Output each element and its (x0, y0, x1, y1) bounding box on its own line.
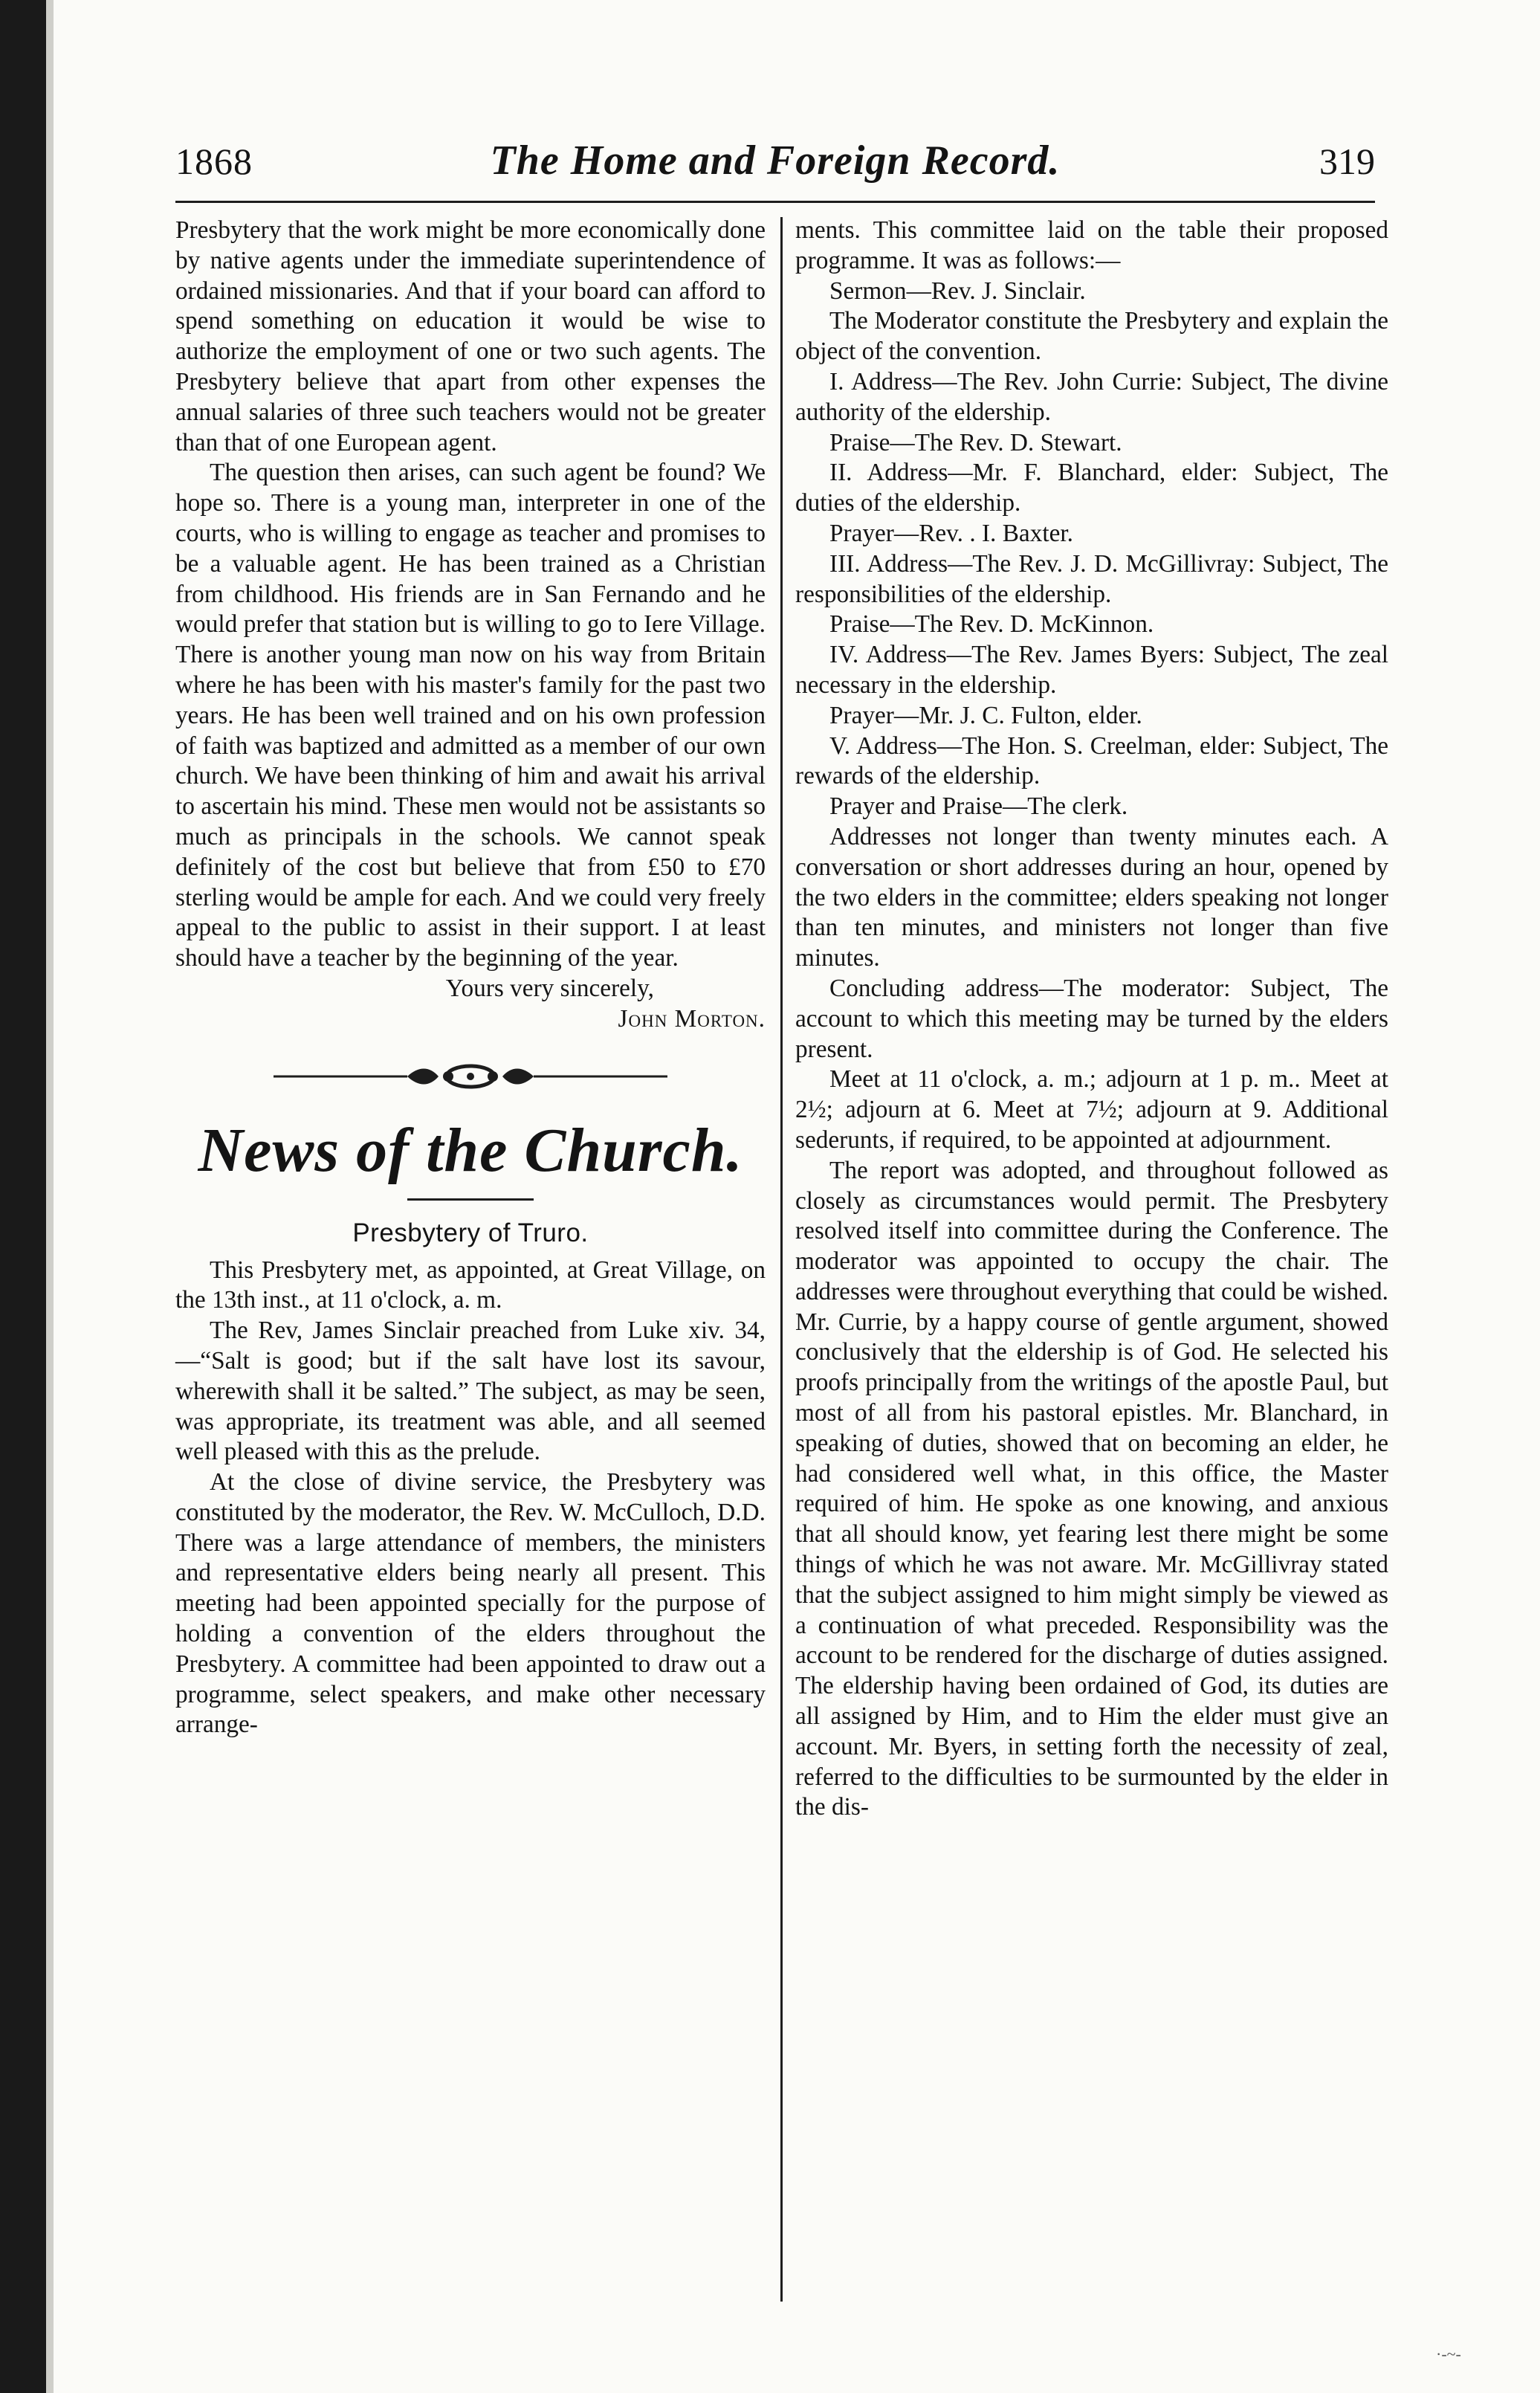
report-paragraph: The Rev, James Sinclair preached from Luke xiv. 34,—“Salt is good; but if the salt have lost its savour, wherewith shall it be salted.” The subject, as may be seen, was appropriate, its treatment was able, and all seemed well pleased with this as the prelude. (175, 1317, 766, 1466)
programme-item: II. Address—Mr. F. Blanchard, elder: Subject, The duties of the eldership. (795, 459, 1388, 517)
decorative-divider-icon (274, 1062, 667, 1091)
programme-item: Prayer—Rev. . I. Baxter. (829, 519, 1073, 547)
report-paragraph: The report was adopted, and throughout followed as closely as circumstances would permit. The Presbytery resolved itself into committee during the Conference. The moderator was appointed to occupy the chair. The addresses were throughout everything that could be wished. Mr. Currie, by a happy course of gentle argument, showed conclusively that the eldership is of God. He selected his proofs principally from the writings of the apostle Paul, but most of all from his pastoral epistles. Mr. Blanchard, in speaking of duties, showed that on becoming an elder, he had considered well what, in this office, the Master required of him. He spoke as one knowing, and anxious that all should know, yet fearing lest there might be some things of which he was not aware. Mr. McGillivray stated that the subject assigned to him might simply be viewed as a continuation of what preceded. Responsibility was the account to be rendered for the discharge of duties assigned. The eldership having been ordained of God, its duties are all assigned by Him, and to Him the elder must give an account. Mr. Byers, in setting forth the necessity of zeal, referred to the difficulties to be surmounted by the elder in the dis- (795, 1156, 1388, 1821)
programme-item: Praise—The Rev. D. McKinnon. (829, 610, 1154, 639)
letter-closing: Yours very sincerely, (445, 974, 654, 1002)
programme-item: Sermon—Rev. J. Sinclair. (829, 277, 1086, 305)
page-binding-shadow (46, 0, 54, 2393)
programme-item: Addresses not longer than twenty minutes each. A conversation or short addresses during an hour, opened by the two elders in the committee; elders speaking not longer than ten minutes, and ministers not longer than five minutes. (795, 822, 1388, 972)
right-column (795, 216, 1388, 1823)
programme-item: Praise—The Rev. D. Stewart. (829, 428, 1122, 456)
section-rule (407, 1198, 534, 1201)
report-paragraph: This Presbytery met, as appointed, at Great Village, on the 13th inst., at 11 o'clock, a. m. (175, 1256, 766, 1314)
programme-item: I. Address—The Rev. John Currie: Subject, The divine authority of the eldership. (795, 367, 1388, 426)
sub-heading: Presbytery of Truro. (352, 1218, 589, 1247)
column-divider (780, 217, 783, 2302)
letter-paragraph: The question then arises, can such agent be found? We hope so. There is a young man, interpreter in one of the courts, who is willing to engage as teacher and promises to be a valuable agent. He has been trained as a Christian from childhood. His friends are in San Fernando and he would prefer that station but is willing to go to Iere Village. There is another young man now on his way from Britain where he has been with his master's family for the past two years. He has been well trained and on his own profession of faith was baptized and admitted as a member of our own church. We have been thinking of him and await his arrival to ascertain his mind. These men would not be assistants so much as principals in the schools. We cannot speak definitely of the cost but believe that from £50 to £70 sterling would be ample for each. And we could very freely appeal to the public to assist in their support. I at least should have a teacher by the beginning of the year. (175, 459, 766, 972)
report-paragraph: ments. This committee laid on the table their proposed programme. It was as follows:— (795, 216, 1388, 274)
programme-item: Concluding address—The moderator: Subject, The account to which this meeting may be turned by the elders present. (795, 974, 1388, 1063)
programme-item: The Moderator constitute the Presbytery and explain the object of the convention. (795, 307, 1388, 366)
header-year: 1868 (175, 141, 253, 182)
programme-item: Meet at 11 o'clock, a. m.; adjourn at 1 p. m.. Meet at 2½; adjourn at 6. Meet at 7½; adjourn at 9. Additional sederunts, if required, to be appointed at adjournment. (795, 1065, 1388, 1154)
section-heading: News of the Church. (198, 1115, 743, 1185)
programme-item: Prayer—Mr. J. C. Fulton, elder. (829, 701, 1142, 729)
letter-paragraph: Presbytery that the work might be more economically done by native agents under the immediate superintendence of ordained missionaries. And that if your board can afford to spend something on education it would be wise to authorize the employment of one or two such agents. The Presbytery believe that apart from other expenses the annual salaries of three such teachers would not be greater than that of one European agent. (175, 216, 766, 456)
header-title: The Home and Foreign Record. (490, 138, 1061, 184)
page-binding-edge (0, 0, 46, 2393)
page-speck-mark: ·-~- (1436, 2345, 1461, 2363)
left-column (175, 216, 766, 1740)
report-paragraph: At the close of divine service, the Presbytery was constituted by the moderator, the Rev. W. McCulloch, D.D. There was a large attendance of members, the ministers and representative elders being nearly all present. This meeting had been appointed specially for the purpose of holding a convention of the elders throughout the Presbytery. A committee had been appointed to draw out a programme, select speakers, and make other necessary arrange- (175, 1468, 766, 1739)
page-header (175, 140, 1375, 192)
letter-signature: John Morton. (618, 1004, 766, 1033)
header-page-number: 319 (1319, 141, 1375, 182)
header-rule (175, 201, 1375, 203)
programme-item: V. Address—The Hon. S. Creelman, elder: Subject, The rewards of the eldership. (795, 732, 1388, 790)
programme-item: III. Address—The Rev. J. D. McGillivray: Subject, The responsibilities of the eldership. (795, 549, 1388, 608)
programme-item: IV. Address—The Rev. James Byers: Subject, The zeal necessary in the eldership. (795, 641, 1388, 699)
programme-item: Prayer and Praise—The clerk. (829, 792, 1128, 821)
